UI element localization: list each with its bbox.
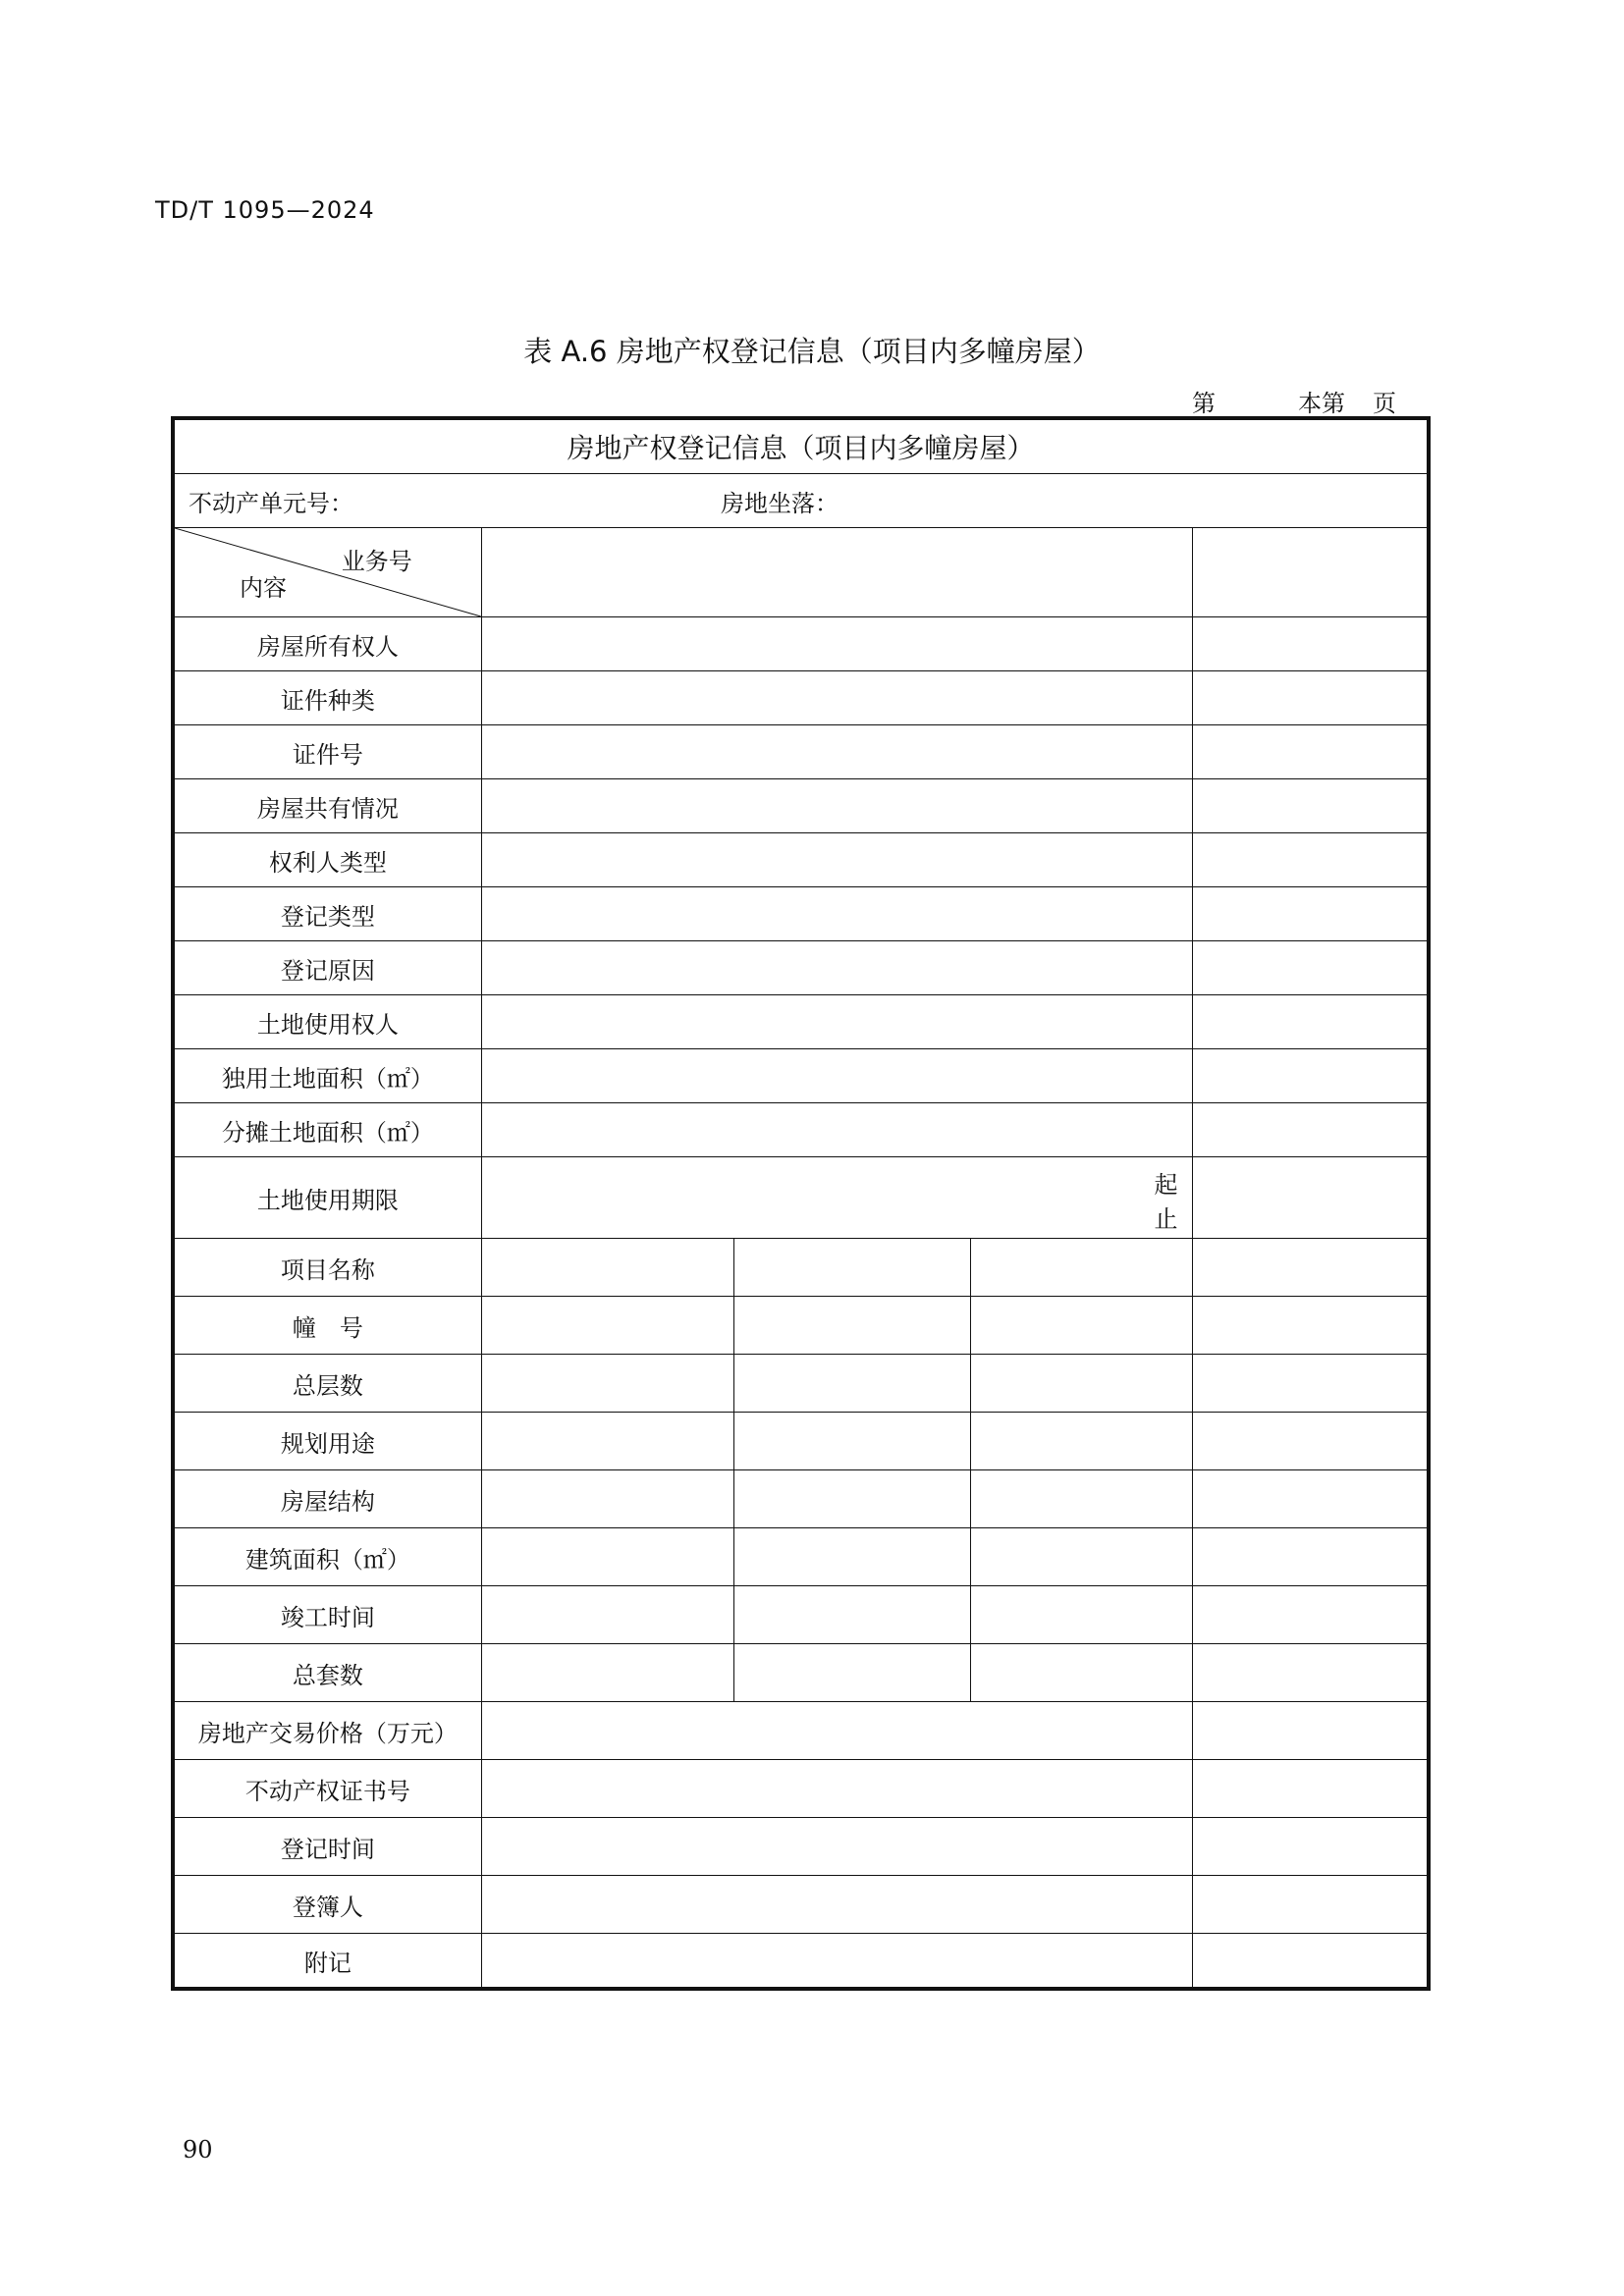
form-row	[173, 617, 1429, 671]
unit-number-label: 不动产单元号：	[189, 489, 353, 517]
value-cell	[733, 1586, 970, 1644]
value-cell	[481, 1760, 1192, 1818]
form-row	[173, 1470, 1429, 1528]
value-cell	[1192, 671, 1429, 725]
page-number: 90	[183, 2136, 213, 2163]
value-cell	[481, 1586, 733, 1644]
value-cell	[1192, 1239, 1429, 1297]
diagonal-header-cell	[173, 528, 481, 617]
row-label: 土地使用权人	[173, 995, 481, 1049]
content-label: 内容	[240, 574, 287, 602]
row-label: 登簿人	[173, 1876, 481, 1934]
value-cell	[481, 1702, 1192, 1760]
value-cell	[481, 887, 1192, 941]
value-cell	[1192, 1297, 1429, 1355]
value-cell	[1192, 1818, 1429, 1876]
value-cell	[970, 1297, 1192, 1355]
value-cell	[733, 1355, 970, 1413]
row-label: 房地产交易价格（万元）	[173, 1702, 481, 1760]
land-term-row	[173, 1157, 1429, 1239]
business-number-label: 业务号	[341, 548, 412, 575]
value-cell	[481, 1157, 1192, 1239]
value-cell	[1192, 725, 1429, 779]
term-end-label: 止	[1154, 1205, 1178, 1233]
value-cell	[1192, 1157, 1429, 1239]
standard-code: TD/T 1095—2024	[155, 196, 375, 224]
value-cell	[481, 1355, 733, 1413]
value-cell	[481, 941, 1192, 995]
value-cell	[1192, 1644, 1429, 1702]
form-row	[173, 1355, 1429, 1413]
row-label: 总层数	[173, 1355, 481, 1413]
table-meta-row	[173, 474, 1429, 528]
form-row	[173, 1586, 1429, 1644]
value-cell	[733, 1528, 970, 1586]
value-cell	[481, 1876, 1192, 1934]
value-cell	[1192, 887, 1429, 941]
value-cell	[970, 1239, 1192, 1297]
term-start-label: 起	[1154, 1171, 1178, 1199]
value-cell	[1192, 779, 1429, 833]
row-label: 竣工时间	[173, 1586, 481, 1644]
row-label: 附记	[173, 1934, 481, 1990]
value-cell	[970, 1355, 1192, 1413]
row-label: 项目名称	[173, 1239, 481, 1297]
form-row	[173, 887, 1429, 941]
diagonal-line	[175, 528, 481, 616]
row-label: 权利人类型	[173, 833, 481, 887]
value-cell	[733, 1413, 970, 1470]
value-cell	[1192, 1586, 1429, 1644]
value-cell	[481, 1934, 1192, 1990]
form-row	[173, 1049, 1429, 1103]
value-cell	[481, 725, 1192, 779]
row-label: 规划用途	[173, 1413, 481, 1470]
form-row	[173, 1413, 1429, 1470]
value-cell	[1192, 1934, 1429, 1990]
form-row	[173, 995, 1429, 1049]
value-cell	[970, 1586, 1192, 1644]
value-cell	[970, 1413, 1192, 1470]
value-cell	[1192, 1470, 1429, 1528]
row-label: 证件号	[173, 725, 481, 779]
row-label: 不动产权证书号	[173, 1760, 481, 1818]
value-cell	[1192, 1528, 1429, 1586]
row-label: 总套数	[173, 1644, 481, 1702]
form-row	[173, 1239, 1429, 1297]
value-cell	[481, 1413, 733, 1470]
value-cell	[481, 1644, 733, 1702]
row-label: 建筑面积（㎡）	[173, 1528, 481, 1586]
form-row	[173, 1818, 1429, 1876]
value-cell	[481, 995, 1192, 1049]
row-label: 独用土地面积（㎡）	[173, 1049, 481, 1103]
form-row	[173, 1528, 1429, 1586]
page-counter-part1: 第	[1192, 390, 1216, 417]
page-counter-part4: 页	[1373, 390, 1396, 417]
value-cell	[1192, 1103, 1429, 1157]
form-row	[173, 1876, 1429, 1934]
value-cell	[481, 1470, 733, 1528]
form-row	[173, 1103, 1429, 1157]
value-cell	[970, 1470, 1192, 1528]
row-label: 登记类型	[173, 887, 481, 941]
value-cell	[733, 1239, 970, 1297]
value-cell	[970, 1528, 1192, 1586]
value-cell	[481, 1103, 1192, 1157]
row-label: 房屋所有权人	[173, 617, 481, 671]
value-cell	[1192, 1760, 1429, 1818]
value-cell	[481, 528, 1192, 617]
row-label: 登记时间	[173, 1818, 481, 1876]
value-cell	[1192, 1876, 1429, 1934]
form-row	[173, 1297, 1429, 1355]
value-cell	[1192, 1413, 1429, 1470]
table-caption: 表 A.6 房地产权登记信息（项目内多幢房屋）	[523, 335, 1101, 368]
value-cell	[481, 1297, 733, 1355]
value-cell	[481, 671, 1192, 725]
value-cell	[481, 617, 1192, 671]
form-row	[173, 833, 1429, 887]
form-row	[173, 1644, 1429, 1702]
form-row	[173, 941, 1429, 995]
value-cell	[1192, 1702, 1429, 1760]
value-cell	[481, 1818, 1192, 1876]
table-title-row	[173, 418, 1429, 474]
form-row	[173, 1760, 1429, 1818]
page-counter-part2	[1269, 384, 1298, 418]
value-cell	[1192, 528, 1429, 617]
remarks-row	[173, 1934, 1429, 1990]
value-cell	[1192, 1049, 1429, 1103]
table-title: 房地产权登记信息（项目内多幢房屋）	[173, 418, 1429, 474]
page-counter-part3: 本第	[1298, 390, 1345, 417]
row-label: 分摊土地面积（㎡）	[173, 1103, 481, 1157]
form-row	[173, 1702, 1429, 1760]
form-row	[173, 671, 1429, 725]
value-cell	[1192, 833, 1429, 887]
row-label: 土地使用期限	[173, 1157, 481, 1239]
value-cell	[1192, 995, 1429, 1049]
value-cell	[970, 1644, 1192, 1702]
value-cell	[733, 1644, 970, 1702]
value-cell	[481, 1239, 733, 1297]
row-label: 房屋结构	[173, 1470, 481, 1528]
value-cell	[1192, 617, 1429, 671]
value-cell	[1192, 1355, 1429, 1413]
header-row	[173, 528, 1429, 617]
value-cell	[481, 833, 1192, 887]
registration-table	[171, 416, 1431, 1991]
value-cell	[733, 1297, 970, 1355]
value-cell	[733, 1470, 970, 1528]
row-label: 登记原因	[173, 941, 481, 995]
value-cell	[481, 1528, 733, 1586]
row-label: 房屋共有情况	[173, 779, 481, 833]
value-cell	[481, 1049, 1192, 1103]
value-cell	[1192, 941, 1429, 995]
page-counter	[1192, 384, 1396, 418]
value-cell	[481, 779, 1192, 833]
row-label: 证件种类	[173, 671, 481, 725]
form-row	[173, 779, 1429, 833]
form-row	[173, 725, 1429, 779]
location-label: 房地坐落：	[721, 489, 839, 517]
row-label: 幢 号	[173, 1297, 481, 1355]
